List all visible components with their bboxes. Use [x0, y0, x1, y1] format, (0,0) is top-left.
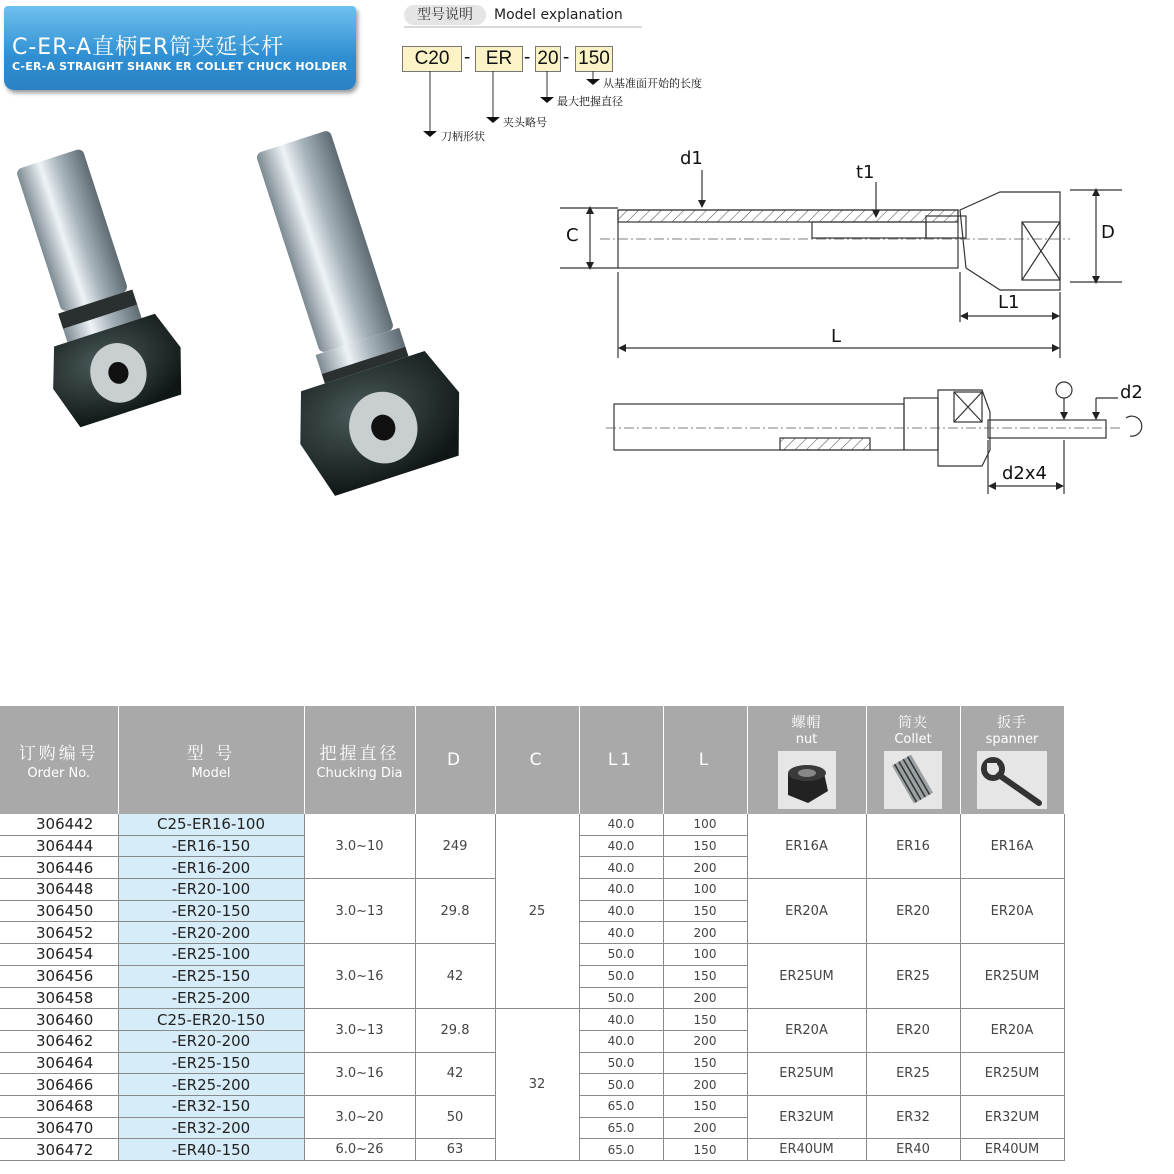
collet-cell: ER32	[866, 1095, 960, 1138]
header-order: 订购编号 Order No.	[0, 706, 118, 814]
l-cell: 200	[663, 922, 747, 944]
l1-cell: 40.0	[579, 900, 663, 922]
label-c: C	[566, 225, 579, 246]
model-cell: C25-ER16-100	[118, 814, 304, 835]
chucking-dia-cell: 3.0~16	[304, 1052, 415, 1095]
l1-cell: 50.0	[579, 965, 663, 987]
collet-cell: ER25	[866, 1052, 960, 1095]
l-cell: 200	[663, 1117, 747, 1139]
nut-cell: ER20A	[747, 1009, 866, 1052]
l1-cell: 40.0	[579, 1009, 663, 1031]
order-no: 306460	[0, 1009, 118, 1031]
model-cell: -ER16-200	[118, 857, 304, 879]
l-cell: 200	[663, 1074, 747, 1096]
chucking-dia-cell: 6.0~26	[304, 1139, 415, 1161]
table-header-row	[0, 706, 1064, 814]
l-cell: 150	[663, 965, 747, 987]
collet-icon	[884, 751, 942, 809]
d-cell: 50	[415, 1095, 495, 1138]
l1-cell: 40.0	[579, 857, 663, 879]
label-d: D	[1101, 222, 1115, 243]
chucking-dia-cell: 3.0~16	[304, 944, 415, 1009]
code-dash: -	[464, 47, 471, 68]
c-cell: 32	[495, 1009, 579, 1161]
header-chucking-dia: 把握直径 Chucking Dia	[304, 706, 415, 814]
spanner-cell: ER40UM	[960, 1139, 1064, 1161]
header-model: 型 号 Model	[118, 706, 304, 814]
chucking-dia-cell: 3.0~13	[304, 1009, 415, 1052]
l1-cell: 40.0	[579, 835, 663, 857]
nut-cell: ER25UM	[747, 944, 866, 1009]
l-cell: 200	[663, 987, 747, 1009]
order-no: 306442	[0, 814, 118, 835]
model-explanation-en: Model explanation	[494, 7, 623, 23]
header-spanner: 扳手 spanner	[960, 706, 1064, 814]
l-cell: 100	[663, 879, 747, 901]
label-d1: d1	[680, 148, 703, 169]
annotation-collet: 夹头略号	[503, 116, 547, 129]
header-l: L	[663, 706, 747, 814]
order-no: 306450	[0, 900, 118, 922]
l-cell: 150	[663, 900, 747, 922]
spec-table	[0, 706, 1065, 1161]
model-cell: -ER25-100	[118, 944, 304, 966]
model-cell: -ER16-150	[118, 835, 304, 857]
l-cell: 150	[663, 1139, 747, 1161]
code-shank: C20	[402, 46, 462, 72]
code-collet: ER	[475, 46, 523, 72]
header-c: C	[495, 706, 579, 814]
c-cell: 25	[495, 814, 579, 1009]
label-d2: d2	[1120, 382, 1143, 403]
order-no: 306464	[0, 1052, 118, 1074]
d-cell: 29.8	[415, 879, 495, 944]
l1-cell: 65.0	[579, 1139, 663, 1161]
model-cell: -ER32-150	[118, 1095, 304, 1117]
label-l: L	[831, 326, 842, 347]
model-cell: -ER25-150	[118, 965, 304, 987]
annotation-max-dia: 最大把握直径	[557, 95, 623, 108]
collet-cell: ER20	[866, 1009, 960, 1052]
l-cell: 150	[663, 835, 747, 857]
order-no: 306472	[0, 1139, 118, 1161]
model-cell: -ER32-200	[118, 1117, 304, 1139]
collet-cell: ER20	[866, 879, 960, 944]
l-cell: 100	[663, 944, 747, 966]
order-no: 306444	[0, 835, 118, 857]
l1-cell: 65.0	[579, 1095, 663, 1117]
code-dash: -	[524, 47, 531, 68]
collet-cell: ER25	[866, 944, 960, 1009]
chucking-dia-cell: 3.0~20	[304, 1095, 415, 1138]
order-no: 306462	[0, 1030, 118, 1052]
d-cell: 42	[415, 944, 495, 1009]
l-cell: 100	[663, 814, 747, 835]
l-cell: 200	[663, 857, 747, 879]
nut-cell: ER40UM	[747, 1139, 866, 1161]
collet-cell: ER40	[866, 1139, 960, 1161]
order-no: 306458	[0, 987, 118, 1009]
collet-cell: ER16	[866, 814, 960, 879]
spanner-cell: ER20A	[960, 1009, 1064, 1052]
order-no: 306470	[0, 1117, 118, 1139]
l1-cell: 50.0	[579, 944, 663, 966]
l1-cell: 40.0	[579, 814, 663, 835]
order-no: 306468	[0, 1095, 118, 1117]
table-row	[0, 1009, 1064, 1031]
header-l1: L1	[579, 706, 663, 814]
annotation-shank: 刀柄形状	[441, 130, 485, 143]
nut-cell: ER20A	[747, 879, 866, 944]
nut-cell: ER25UM	[747, 1052, 866, 1095]
header-collet: 筒夹 Collet	[866, 706, 960, 814]
l-cell: 150	[663, 1009, 747, 1031]
model-cell: -ER40-150	[118, 1139, 304, 1161]
model-cell: -ER25-200	[118, 1074, 304, 1096]
annotation-length: 从基准面开始的长度	[603, 77, 702, 90]
l1-cell: 40.0	[579, 1030, 663, 1052]
header-nut: 螺帽 nut	[747, 706, 866, 814]
spanner-cell: ER25UM	[960, 1052, 1064, 1095]
model-cell: -ER20-100	[118, 879, 304, 901]
chucking-dia-cell: 3.0~13	[304, 879, 415, 944]
nut-cell: ER32UM	[747, 1095, 866, 1138]
l1-cell: 40.0	[579, 922, 663, 944]
model-cell: -ER25-150	[118, 1052, 304, 1074]
title-cn: C-ER-A直柄ER筒夹延长杆	[12, 35, 285, 60]
order-no: 306448	[0, 879, 118, 901]
l1-cell: 50.0	[579, 1074, 663, 1096]
model-cell: -ER20-150	[118, 900, 304, 922]
l-cell: 150	[663, 1095, 747, 1117]
label-l1: L1	[998, 292, 1020, 313]
model-cell: -ER25-200	[118, 987, 304, 1009]
model-cell: -ER20-200	[118, 1030, 304, 1052]
model-cell: -ER20-200	[118, 922, 304, 944]
code-max-dia: 20	[535, 46, 561, 72]
order-no: 306456	[0, 965, 118, 987]
spanner-icon	[977, 751, 1047, 809]
d-cell: 29.8	[415, 1009, 495, 1052]
nut-cell: ER16A	[747, 814, 866, 879]
spanner-cell: ER16A	[960, 814, 1064, 879]
code-dash: -	[563, 47, 570, 68]
order-no: 306466	[0, 1074, 118, 1096]
model-cell: C25-ER20-150	[118, 1009, 304, 1031]
l1-cell: 50.0	[579, 1052, 663, 1074]
l1-cell: 40.0	[579, 879, 663, 901]
order-no: 306452	[0, 922, 118, 944]
spanner-cell: ER20A	[960, 879, 1064, 944]
l-cell: 200	[663, 1030, 747, 1052]
model-explanation-cn: 型号说明	[404, 5, 486, 25]
d-cell: 63	[415, 1139, 495, 1161]
d-cell: 42	[415, 1052, 495, 1095]
header-d: D	[415, 706, 495, 814]
spanner-cell: ER32UM	[960, 1095, 1064, 1138]
nut-icon	[778, 751, 836, 809]
l-cell: 150	[663, 1052, 747, 1074]
code-length: 150	[575, 46, 613, 72]
chucking-dia-cell: 3.0~10	[304, 814, 415, 879]
table-row	[0, 814, 1064, 835]
label-d2x4: d2x4	[1002, 463, 1047, 484]
spanner-cell: ER25UM	[960, 944, 1064, 1009]
order-no: 306454	[0, 944, 118, 966]
l1-cell: 50.0	[579, 987, 663, 1009]
l1-cell: 65.0	[579, 1117, 663, 1139]
label-t1: t1	[856, 162, 875, 183]
d-cell: 249	[415, 814, 495, 879]
title-en: C-ER-A STRAIGHT SHANK ER COLLET CHUCK HOLDER	[12, 60, 348, 73]
order-no: 306446	[0, 857, 118, 879]
